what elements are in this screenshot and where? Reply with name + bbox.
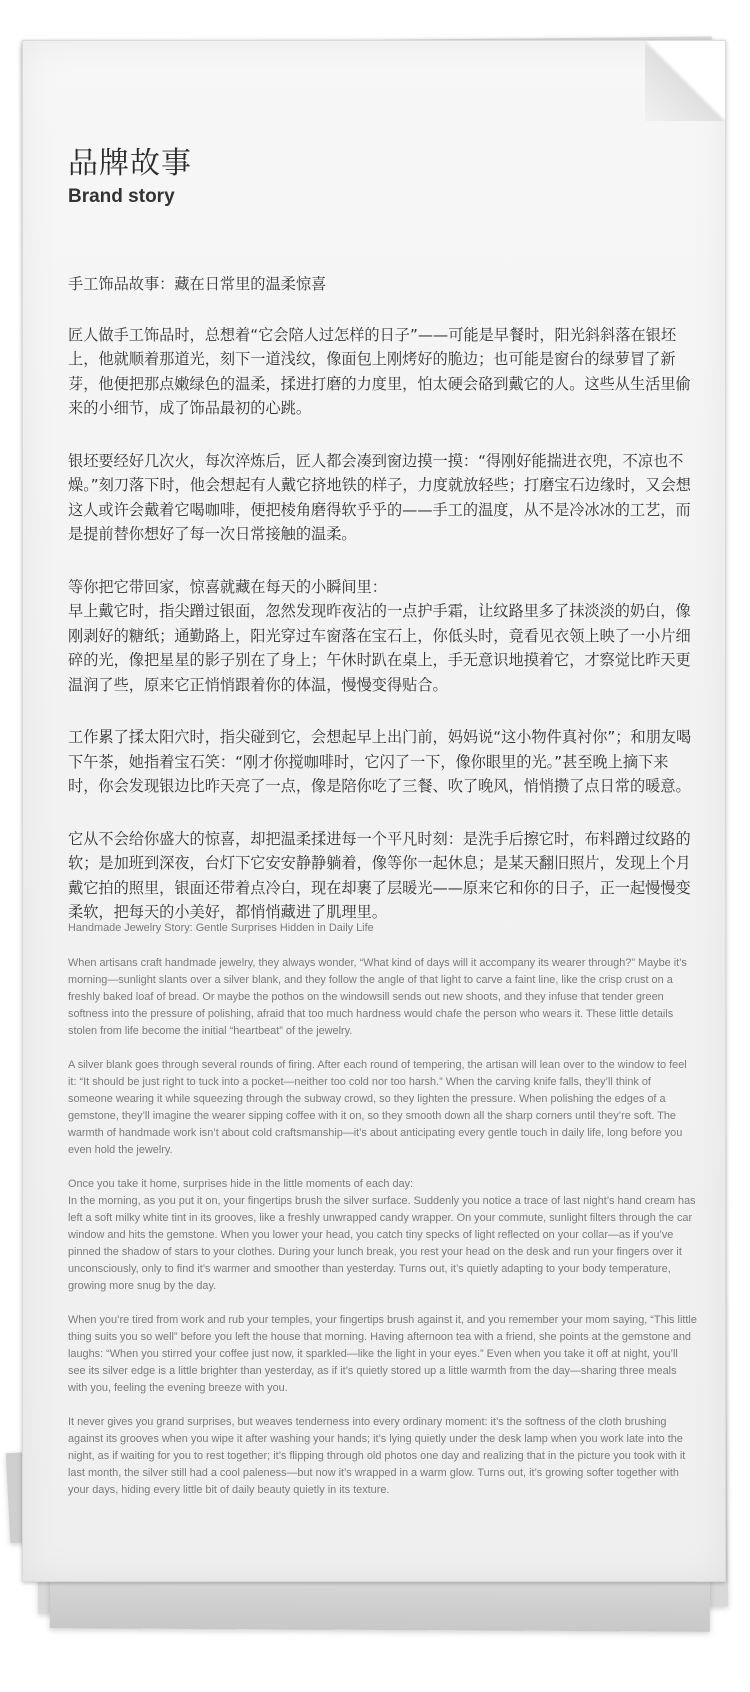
chinese-story	[68, 272, 694, 953]
english-paragraph-3-lead: Once you take it home, surprises hide in the little moments of each day:	[68, 1178, 414, 1190]
chinese-paragraph-2: 银坯要经好几次火，每次淬炼后，匠人都会凑到窗边摸一摸：“得刚好能揣进衣兜，不凉也不燥。”刻刀落下时，他会想起有人戴它挤地铁的样子，力度就放轻些；打磨宝石边缘时，又会想这人或许会戴着它喝咖啡，便把棱角磨得软乎乎的——手工的温度，从不是冷冰冰的工艺，而是提前替你想好了每一次日常接触的温柔。	[68, 451, 691, 543]
english-paragraph-2: A silver blank goes through several rounds of firing. After each round of tempering, the artisan will lean over to the window to feel it: “It should be just right to tuck into a pocket—neither too cold nor too harsh.” When the carving knife falls, they’ll think of someone wearing it while squeezing through the subway crowd, so they lighten the pressure. When polishing the edges of a gemstone, they’ll imagine the wearer sipping coffee with it on, so they smooth down all the sharp corners until they’re soft. The warmth of handmade work isn’t about cold craftsmanship—it’s about anticipating every gentle touch in daily life, long before you even hold the jewelry.	[68, 1059, 687, 1156]
english-story-heading: Handmade Jewelry Story: Gentle Surprises Hidden in Daily Life	[68, 922, 374, 934]
english-story	[68, 920, 698, 1516]
chinese-paragraph-1: 匠人做手工饰品时，总想着“它会陪人过怎样的日子”——可能是早餐时，阳光斜斜落在银坯上，他就顺着那道光，刻下一道浅纹，像面包上刚烤好的脆边；也可能是窗台的绿萝冒了新芽，他便把那点嫩绿色的温柔，揉进打磨的力度里，怕太硬会硌到戴它的人。这些从生活里偷来的小细节，成了饰品最初的心跳。	[68, 325, 691, 417]
english-paragraph-3-body: In the morning, as you put it on, your fingertips brush the silver surface. Suddenly you notice a trace of last night’s hand cream has left a soft milky white tint in its grooves, like a freshly unwrapped candy wrapper. On your commute, sunlight filters through the car window and hits the gemstone. When you lower your head, you catch tiny specks of light reflected on your collar—as if you’ve pinned the shadow of stars to your clothes. During your lunch break, you rest your head on the desk and run your fingers over it unconsciously, only to find it’s warmer and smoother than yesterday. Turns out, it’s quietly adapting to your body temperature, growing more snug by the day.	[68, 1195, 696, 1292]
page-title-en: Brand story	[68, 186, 175, 207]
chinese-paragraph-4: 工作累了揉太阳穴时，指尖碰到它，会想起早上出门前，妈妈说“这小物件真衬你”；和朋友喝下午茶，她指着宝石笑：“刚才你搅咖啡时，它闪了一下，像你眼里的光。”甚至晚上摘下来时，你会发现银边比昨天亮了一点，像是陪你吃了三餐、吹了晚风，悄悄攒了点日常的暖意。	[68, 728, 692, 795]
paper-fold-corner	[645, 41, 725, 121]
chinese-paragraph-3	[68, 575, 694, 698]
english-paragraph-3	[68, 1176, 698, 1295]
english-paragraph-5: It never gives you grand surprises, but weaves tenderness into every ordinary moment: it’s the softness of the cloth brushing against its grooves when you wipe it after washing your hands; it’s lying quietly under the desk lamp when you work late into the night, as if waiting for you to rest together; it’s flipping through old photos one day and realizing that in the picture you took with it last month, the silver still had a cool paleness—but now it’s wrapped in a warm glow. Turns out, it’s growing softer together with your days, hiding every little bit of daily beauty quietly in its texture.	[68, 1416, 686, 1496]
english-paragraph-1: When artisans craft handmade jewelry, they always wonder, “What kind of days will it accompany its wearer through?” Maybe it’s morning—sunlight slants over a silver blank, and they follow the angle of that light to carve a faint line, like the crisp crust on a freshly baked loaf of bread. Or maybe the pothos on the windowsill sends out new shoots, and they infuse that tender green softness into the pressure of polishing, afraid that too much hardness would chafe the person who wears it. These little details stolen from life become the initial “heartbeat” of the jewelry.	[68, 957, 687, 1037]
chinese-paragraph-3-lead: 等你把它带回家，惊喜就藏在每天的小瞬间里：	[68, 577, 387, 596]
chinese-paragraph-5: 它从不会给你盛大的惊喜，却把温柔揉进每一个平凡时刻：是洗手后擦它时，布料蹭过纹路的软；是加班到深夜，台灯下它安安静静躺着，像等你一起休息；是某天翻旧照片，发现上个月戴它拍的照里，银面还带着点冷白，现在却裹了层暖光——原来它和你的日子，正一起慢慢变柔软，把每天的小美好，都悄悄藏进了肌理里。	[68, 829, 691, 921]
chinese-story-heading: 手工饰品故事：藏在日常里的温柔惊喜	[68, 275, 327, 293]
english-paragraph-4: When you’re tired from work and rub your temples, your fingertips brush against it, and you remember your mom saying, “This little thing suits you so well” before you left the house that morning. Having afternoon tea with a friend, she points at the gemstone and laughs: “When you stirred your coffee just now, it sparkled—like the light in your eyes.” Even when you take it off at night, you’ll see its silver edge is a little brighter than yesterday, as if it’s quietly stored up a little warmth from the day—sharing three meals with you, feeling the evening breeze with you.	[68, 1314, 697, 1394]
page-title-cn: 品牌故事	[68, 146, 192, 181]
chinese-paragraph-3-body: 早上戴它时，指尖蹭过银面，忽然发现昨夜沾的一点护手霜，让纹路里多了抹淡淡的奶白，像刚剥好的糖纸；通勤路上，阳光穿过车窗落在宝石上，你低头时，竟看见衣领上映了一小片细碎的光，像把星星的影子别在了身上；午休时趴在桌上，手无意识地摸着它，才察觉比昨天更温润了些，原来它正悄悄跟着你的体温，慢慢变得贴合。	[68, 602, 691, 694]
